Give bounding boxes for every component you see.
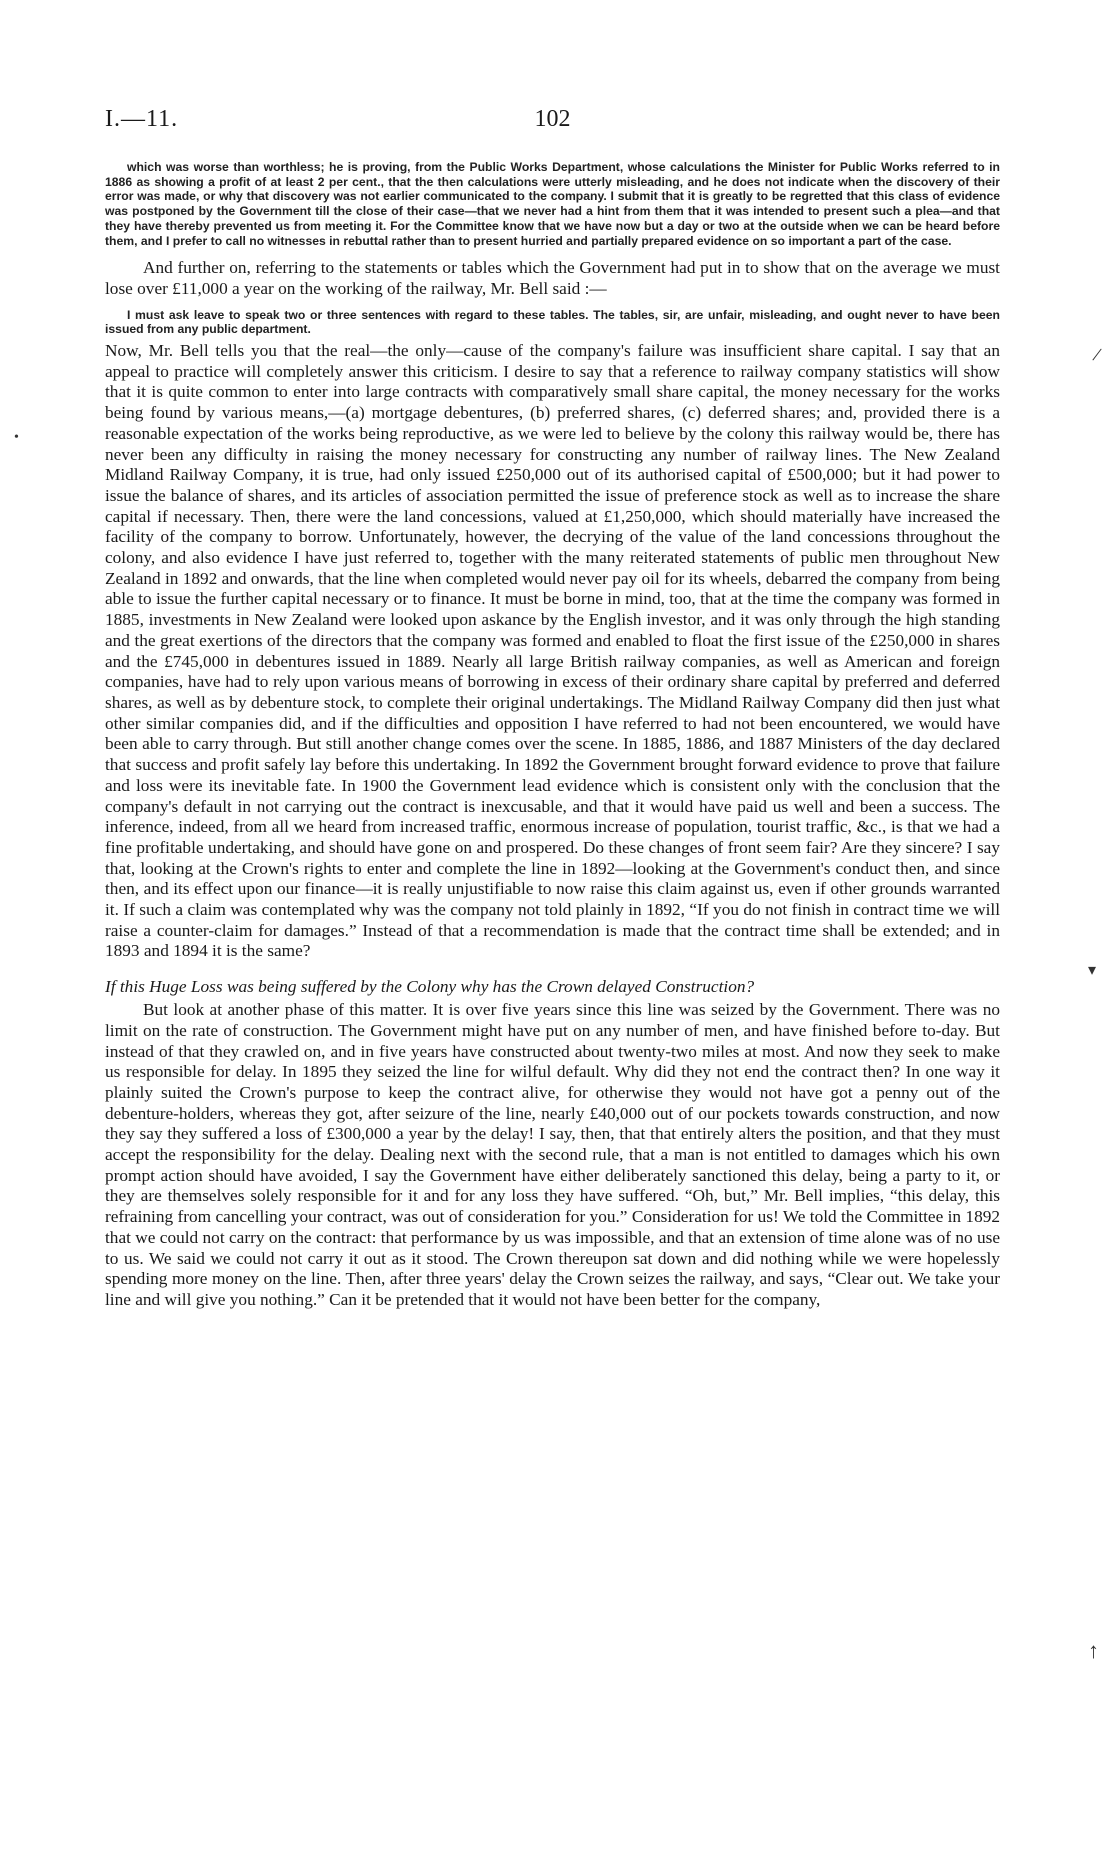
margin-mark: ↑ <box>1088 1638 1099 1663</box>
quoted-passage-1: which was worse than worthless; he is proving, from the Public Works Department, whose calculations the Minister for Public Works referred to in 1886 as showing a profit of at least 2 per cent., that the then calculations were utterly misleading, and he does not indicate when the discovery of their error was made, or why that discovery was not earlier communicated to the company. I submit that it is greatly to be regretted that this class of evidence was postponed by the Government till the close of their case—that we never had a hint from them that it was intended to present such a plea—and that they have thereby prevented us from meeting it. For the Committee know that we have now but a day or two at the outside when we can be heard before them, and I prefer to call no witnesses in rebuttal rather than to present hurried and partially prepared evidence on so important a part of the case. <box>105 160 1000 248</box>
paragraph-share-capital: Now, Mr. Bell tells you that the real—the only—cause of the company's failure was insufficient share capital. I say that an appeal to practice will completely answer this criticism. I desire to say that a reference to railway company statistics will show that it is quite common to enter into large contracts with comparatively small share capital, the money necessary for the works being found by various means,—(a) mortgage debentures, (b) preferred shares, (c) deferred shares; and, provided there is a reasonable expectation of the works being reproductive, as we were led to believe by the colony this railway would be, there has never been any difficulty in raising the money necessary for constructing any number of railway lines. The New Zealand Midland Railway Company, it is true, had only issued £250,000 out of its authorised capital of £500,000; but it had power to issue the balance of shares, and its articles of association permitted the issue of preference stock as well as to increase the share capital if necessary. Then, there were the land concessions, valued at £1,250,000, which should materially have increased the facility of the company to borrow. Unfortunately, however, the decrying of the value of the land concessions throughout the colony, and also evidence I have just referred to, together with the many reiterated statements of public men throughout New Zealand in 1892 and onwards, that the line when completed would never pay oil for its wheels, debarred the company from being able to issue the further capital necessary or to finance. It must be borne in mind, too, that at the time the company was formed in 1885, investments in New Zealand were looked upon askance by the English investor, and it was only through the high standing and the great exertions of the directors that the company was formed and enabled to float the first issue of the £250,000 in shares and the £745,000 in debentures issued in 1889. Nearly all large British railway companies, as well as American and foreign companies, have had to rely upon various means of borrowing in excess of their ordinary share capital by preferred and deferred shares, as well as by debenture stock, to complete their original undertakings. The Midland Railway Company did then just what other similar companies did, and if the difficulties and opposition I have referred to had not been encountered, we would have been able to carry through. But still another change comes over the scene. In 1885, 1886, and 1887 Ministers of the day declared that success and profit safely lay before this undertaking. In 1892 the Government brought forward evidence to prove that failure and loss were its inevitable fate. In 1900 the Government lead evidence which is consistent only with the conclusion that the company's default in not carrying out the contract is inexcusable, and that it would have paid us well and been a success. The inference, indeed, from all we heard from increased traffic, enormous increase of population, tourist traffic, &c., is that we had a fine profitable undertaking, and should have gone on and prospered. Do these changes of front seem fair? Are they sincere? I say that, looking at the Crown's rights to enter and complete the line in 1892—looking at the Government's conduct then, and since then, and its effect upon our finance—it is really unjustifiable to now raise this claim against us, even if other grounds warranted it. If such a claim was contemplated why was the company not told plainly in 1892, “If you do not finish in contract time we will raise a counter-claim for damages.” Instead of that a recommendation is made that the contract time shall be extended; and in 1893 and 1894 it is the same? <box>105 341 1000 961</box>
paragraph-intro: And further on, referring to the statements or tables which the Government had put in to show that on the average we must lose over £11,000 a year on the working of the railway, Mr. Bell said :— <box>105 258 1000 298</box>
document-reference: I.—11. <box>105 106 179 132</box>
margin-mark: / <box>1090 343 1103 367</box>
paragraph-delay: But look at another phase of this matter. It is over five years since this line was seized by the Government. There was no limit on the rate of construction. The Government might have put on any number of men, and have finished before to-day. But instead of that they crawled on, and in five years have constructed about twenty-two miles at most. And now they seek to make us responsible for delay. In 1895 they seized the line for wilful default. Why did they not end the contract then? In one way it plainly suited the Crown's purpose to keep the contract alive, for otherwise they would not have got a penny out of the debenture-holders, whereas they got, after seizure of the line, nearly £40,000 out of our pockets towards construction, and now they say they suffered a loss of £300,000 a year by the delay! I say, then, that that entirely alters the position, and that they must accept the responsibility for the delay. Dealing next with the second rule, that a man is not entitled to damages which his own prompt action should have avoided, I say the Government have either deliberately sanctioned this delay, being a party to it, or they are themselves solely responsible for it and for any loss they have suffered. “Oh, but,” Mr. Bell implies, “this delay, this refraining from cancelling your contract, was out of consideration for you.” Consideration for us! We told the Committee in 1892 that we could not carry on the contract: that performance by us was impossible, and that an extension of time alone was of no use to us. We said we could not carry it out as it stood. The Crown thereupon sat down and did nothing while we were hopelessly spending more money on the line. Then, after three years' delay the Crown seizes the railway, and says, “Clear out. We take your line and will give you nothing.” Can it be pretended that it would not have been better for the company, <box>105 1000 1000 1309</box>
page-body <box>105 160 1000 1311</box>
page-number: 102 <box>534 106 571 132</box>
margin-mark: ▾ <box>1088 962 1097 979</box>
section-subheading: If this Huge Loss was being suffered by the Colony why has the Crown delayed Construction? <box>105 977 755 997</box>
quoted-passage-2: I must ask leave to speak two or three sentences with regard to these tables. The tables, sir, are unfair, misleading, and ought never to have been issued from any public department. <box>105 307 1000 337</box>
margin-mark: • <box>14 430 19 445</box>
page-header <box>105 106 1000 142</box>
